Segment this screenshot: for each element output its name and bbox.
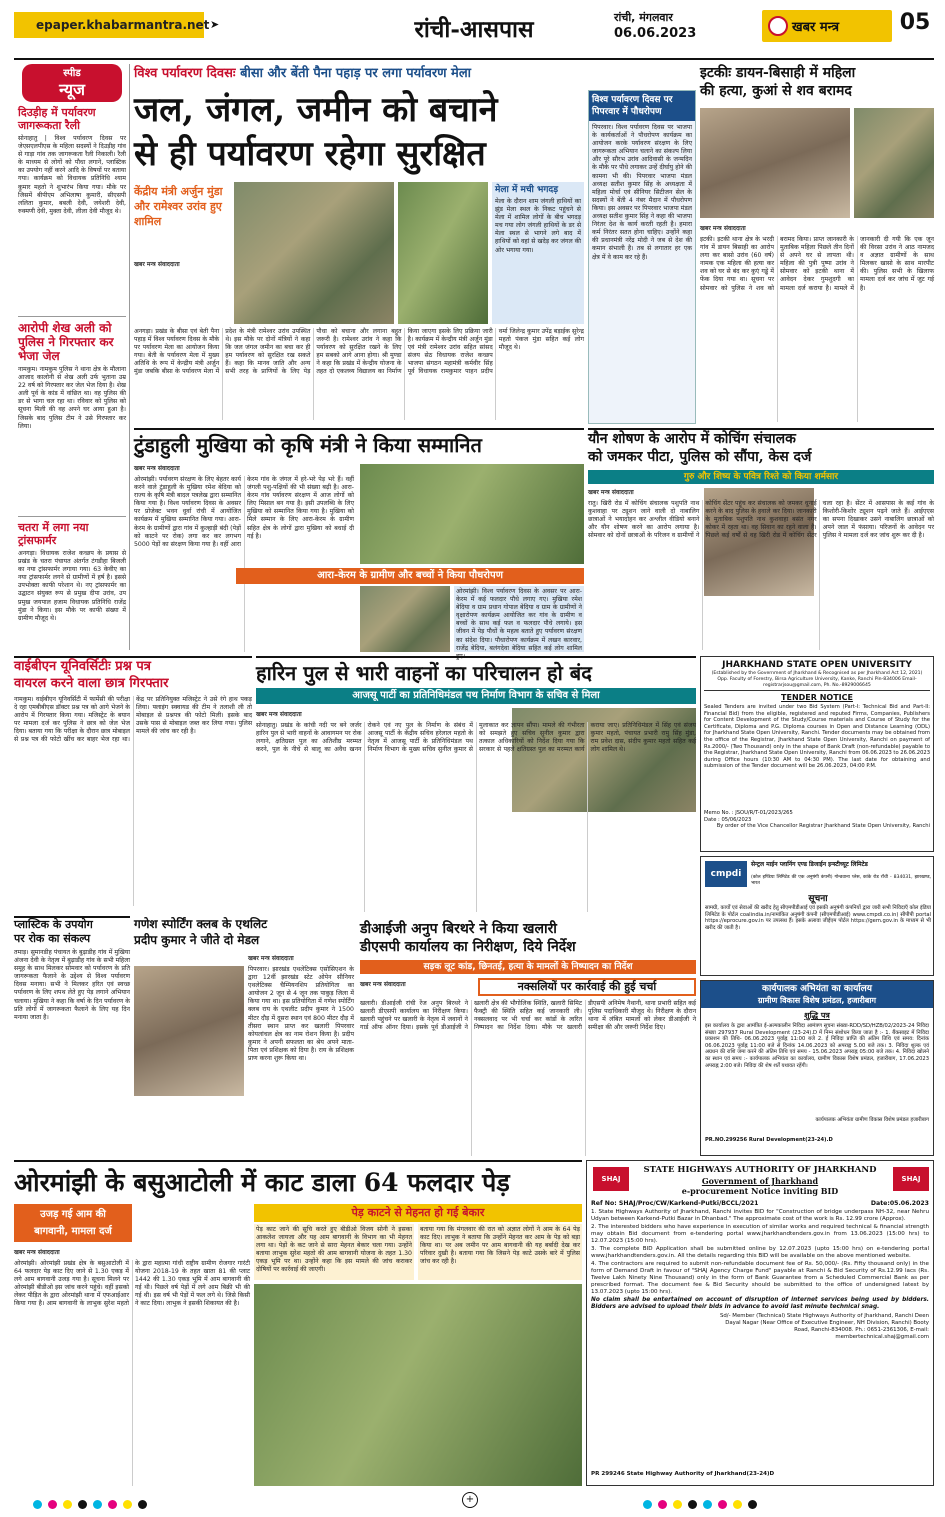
- jsou-text: Sealed Tenders are invited under two Bid System (Part-I: Technical Bid and Part-II: Financial Bid) from the eligible, registered and reputed Firms, Companies, Publishers for Content Development of the Study/Course materials and Course of Study for the Certificate, Diploma and P.G. Diploma courses in Open and Distance Learning (ODL) for Jharkhand State Open University, Ranchi. Tender documents may be obtained from the office of the Registrar, Jharkhand State Open University, Ranchi on payment of Rs.2000/- (Two Thousand) only in the shape of Bank Draft (non-refundable) payable to the Registrar, Jharkhand State Open University, Ranchi from 06.06.2023 to 26.06.2023 during Office hours (10:30 AM to 04:30 PM). The last date for obtaining and submission of the Tender document will be 26.06.2023, 04:00 P.M.: [704, 704, 930, 770]
- vbu-headline-2: वायरल करने वाला छात्र गिरफ्तार: [14, 676, 169, 691]
- speed-item-title: आरोपी शेख अली को पुलिस ने गिरफ्तार कर भेजा जेल: [18, 321, 114, 363]
- ormanjhi-text: ओरमांझी। ओरमांझी प्रखंड क्षेत्र के बसुआटोली में 64 फलदार पेड़ काट दिए जाने से 1.30 एकड़ में लगे आम बागवानी उजड़ गया है। सूचना मिलने पर ओरमांझी बीडीओ इस जांच करने पहुंचे। वहीं इसको लेकर पीड़ित के द्वारा ओरमांझी थाना में एफआईआर किया गया है। आम बागवानी के लाभुक सुरेश महतो के द्वारा महात्मा गांधी राष्ट्रीय ग्रामीण रोजगार गारंटी योजना 2018-19 के तहत खाता 81 की प्लाट 1442 की 1.30 एकड़ भूमि में आम बागवानी की गई थी। पिछले वर्ष पेड़ों में लगे आम बिक्री भी की गई थी। इस वर्ष भी पेड़ों में फल लगे थे। जिसे किसी ने काट दिया। लाभुक ने इसकी शिकायत की है।: [14, 1260, 250, 1308]
- mela-box: [492, 182, 584, 324]
- rural-sign: कार्यपालक अभियंता ग्रामीण विकास विशेष प्रमंडल हजारीबाग: [815, 1117, 929, 1123]
- vbu-text: नामकुम। वाईबीएन यूनिवर्सिटी में फार्मेसी की परीक्षा दे रहा एमबीबीएस डॉक्टर प्रश्न पत्र को आगे भेजने के आरोप में गिरफ्तार किया गया। मजिस्ट्रेट के बयान पर मामला दर्ज कर पुलिस ने छात्र को जेल भेज दिया। बताया गया कि परीक्षा के दौरान छात्र मोबाइल से प्रश्न पत्र की फोटो खींच कर बाहर भेज रहा था। केंद्र पर प्रतिनियुक्त मजिस्ट्रेट ने उसे रंगे हाथ पकड़ लिया। फ्लाइंग स्क्वायड की टीम ने तलाशी ली तो मोबाइल से प्रश्नपत्र की फोटो मिली। इसके बाद उसके पास से मोबाइल जब्त कर लिया गया। पुलिस मामले की जांच कर रही है।: [14, 696, 252, 744]
- jsou-title: TENDER NOTICE: [781, 693, 853, 702]
- coaching-headline-2: को जमकर पीटा, पुलिस को सौंपा, केस दर्ज: [588, 449, 812, 465]
- lead-kicker: [134, 64, 584, 84]
- piparwar-story: [588, 90, 696, 424]
- rural-notice: [700, 980, 934, 1156]
- kicker-text: बीसा और बेंती पैना पहाड़ पर लगा पर्यावरण मेला: [240, 66, 472, 81]
- shajh-gov: Government of Jharkhand: [701, 1176, 819, 1186]
- jsou-memo: Memo No. : JSOU/R/T-01/2023/265: [704, 810, 793, 816]
- rural-title-2: ग्रामीण विकास विशेष प्रमंडल, हजारीबाग: [701, 995, 933, 1008]
- shajh-pr: PR 299246 State Highway Authority of Jharkhand(23-24)D: [591, 1471, 775, 1477]
- harin-subhead: आजसू पार्टी का प्रतिनिधिमंडल पथ निर्माण विभाग के सचिव से मिला: [256, 688, 696, 704]
- ormanjhi-kicker: [14, 1204, 132, 1242]
- vbu-story: [14, 656, 252, 912]
- dig-subhead: सड़क लूट कांड, छिनतई, हत्या के मामलों के निष्पादन का निर्देश: [360, 960, 696, 974]
- piparwar-title: विश्व पर्यावरण दिवस पर पिपरवार में पौधरोपण: [589, 91, 695, 121]
- tundahuli-text: ओरमांझी। पर्यावरण संरक्षण के लिए बेहतर कार्य करने वाले टुंडाहुली के मुखिया रमेश बेदिया को राज्य के कृषि मंत्री बादल पत्रलेख द्वारा सम्मानित किया गया है। विश्व पर्यावरण दिवस के अवसर पर प्रोजेक्ट भवन धुर्वा रांची में आयोजित कार्यक्रम में मुखिया सम्मानित किया गया। आरा-केरम के ग्रामीणों द्वारा गांव में कुल्हाड़ी बंदी (पेड़ों को काटने पर रोक) लगा कर कर लगभग 5000 पेड़ों का संरक्षण किया गया है। वहीं आरा केरम गांव के जंगल में हरे-भरे पेड़ भरे हैं। वहीं जंगली पशु-पक्षियों की भी संख्या बढ़ी है। आरा-केरम गांव पर्यावरण संरक्षण में आज लोगों को लिए मिसाल बन गया है। इसी उपलब्धि के लिए मुखिया को सम्मानित किया गया है। मुखिया को मिले सम्मान के लिए आरा-केरम के ग्रामीण सहित क्षेत्र के लोगों द्वारा मुखिया को बधाई दी गई है।: [134, 476, 354, 548]
- lead-body: अनगड़ा। प्रखंड के बीसा एवं बेती पैना पहाड़ में विश्व पर्यावरण दिवस के मौके पर पर्यावरण मेला का आयोजन किया गया। बेती के पर्यावरण मेला में मुख्य अतिथि के रूप में केन्द्रीय मंत्री अर्जुन मुंडा जबकि बीसा के पर्यावरण मेला में प्रदेश के मंत्री रामेश्वर उरांव उपस्थित थे। इस मौके पर दोनों मंत्रियों ने कहा कि जल जंगल जमीन का बचा कर ही हम पर्यावरण को सुरक्षित रख सकते हैं। कहा कि मानव जाति और अन्य सभी तरह के प्राणियों के लिए पेड़ पौधा को बचाना और लगाना बहुत जरूरी है। रामेश्वर उरांव ने कहा कि पर्यावरण को सुरक्षित रखने के लिए हम सबको आगे आना होगा। श्री मुण्डा ने कहा कि प्रखंड में केन्द्रीय योजना के तहत दो एकलव्य विद्यालय का निर्माण किया जाएगा इसके लिए प्रक्रिया जारी है। कार्यक्रम में केन्द्रीय मंत्री अर्जुन मुंडा एवं मंत्री रामेश्वर उरांव सहित सांसद संजय सेठ विधायक राजेश कच्छप भाजपा संगठन महामंत्री कर्मवीर सिंह पूर्व विधायक रामकुमार पाहन प्रदीप वर्मा जिलेन्द्र कुमार उपेंद्र बड़ाईक सुरेन्द्र महतो पंकज मुंडा सहित कई लोग मौजूद थे।: [134, 328, 584, 376]
- itki-text: इटकी। इटकी थाना क्षेत्र के भरदी गांव में डायन बिसाही का आरोप लगा कर बासो उरांव (60 वर्ष) नामक एक महिला की हत्या कर शव को घर से बंद कर कुएं गड्ढे में फेंक दिया गया था। सूचना पर सोमवार को पुलिस ने शव को बरामद किया। प्राप्त जानकारी के मुताबिक महिला पिछले तीन दिनों से अपने घर से लापता थी। महिला की पुत्री पुष्पा उरांव ने सोमवार को इटकी थाना में आवेदन देकर गुमशुदगी का मामला दर्ज कराया है। मामले में जानकारी दी गयी कि एक जून की विरसा उरांव ने आठ नामजद व अज्ञात ग्रामीणों के साथ मिलकर खासो के साथ मारपीट की। पुलिस सभी के खिलाफ मामला दर्ज कर जांच में जुट गई है।: [700, 236, 934, 292]
- ormanjhi-subhead: पेड़ काटने से मेहनत हो गई बेकार: [254, 1204, 582, 1222]
- speed-item-3: [18, 516, 126, 650]
- ormanjhi-story: [14, 1160, 582, 1486]
- jsou-sign: By order of the Vice Chancellor Registrar Jharkhand State Open University, Ranchi: [716, 823, 930, 830]
- speed-item-2: [18, 316, 126, 512]
- lead-byline: खबर मन्त्र संवाददाता: [134, 261, 180, 268]
- cursor-icon: ➤: [210, 18, 220, 31]
- cmpdi-text: सामग्री, कार्यों एवं सेवाओं की खरीद हेतु सीएमपीडीआई एवं इसकी अनुषंगी कंपनियों द्वारा जारी सभी निविदाएँ कोल इंडिया लिमिटेड के पोर्टल coalindia.in/नामांकित अनुषंगी कंपनी (सीएमपीडीआई) www.cmpdi.co.in) सीपीपी portal https://eprocure.gov.in पर उपलब्ध हैं। इसके अलावा जीईएम पोर्टल https://gem.gov.in के माध्यम से भी खरीद की जाती है।: [705, 905, 931, 931]
- mela-text: मेला के दौरान शाम जंगली हाथियों का झुंड मेला स्थल के निकट पहुंचने से मेला में शामिल लोगों के बीच भगदड़ मच गया लोग जंगली हाथियों के डर से मेला स्थल से भागने लगे बाद में हाथियों को वहां से खदेड़ कर जंगल की ओर भगाया गया।: [495, 198, 581, 254]
- tundahuli-subhead: आरा-केरम के ग्रामीण और बच्चों ने किया पौधरोपण: [236, 568, 584, 584]
- ormanjhi-caption: पेड़ काट जाने की सूचि करते हुए बीडीओ विजय सोनी ने इसका आकलेश जायजा और यह आम बागवानी के विभाग का भी मेहनत लगा था। पेड़ों के कट जाने से सारा मेहनत बेकार चला गया। उन्होंने बताया लाभुक सुरेश महतो की आम बागवानी योजना के तहत 1.30 एकड़ भूमि पर था। उन्होंने कहा कि इस मामले की जांच कराकर दोषियों पर कार्रवाई की जाएगी।: [254, 1224, 414, 1280]
- coaching-subhead: गुरु और शिष्य के पवित्र रिश्ते को किया शर्मसार: [588, 470, 934, 484]
- itki-byline: खबर मन्त्र संवाददाता: [700, 225, 746, 232]
- registration-dots-right: [640, 1494, 920, 1508]
- ganesh-story: [134, 916, 354, 1156]
- mela-title: मेला में मची भगदड़: [495, 185, 559, 195]
- shajh-item-5: No claim shall be entertained on account of disruption of internet services being used by bidders. Bidders are advised to upload their bids in advance to avoid last minute technical snag.: [591, 1297, 929, 1311]
- shajh-item-2: 2. The interested bidders who have experience in execution of similar works and required technical & financial strength may obtain Bid document from e-tendering portal www.jharkhandtenders.gov.in from 13.06.2023 (15:00 hrs) to 12.07.2023 (15:00 hrs).: [591, 1224, 929, 1244]
- tundahuli-photo: [360, 464, 584, 564]
- shajh-item-1: 1. State Highways Authority of Jharkhand, Ranchi invites BID for "Construction of bridge underpass NH-32, near Nehru Udyan between Karkend-Putki Bazar in Dhanbad." The approximate cost of the work is Rs. 12.99 crore (Approx).: [591, 1209, 929, 1222]
- coaching-story: [588, 428, 934, 650]
- itki-photo-crowd: [700, 108, 850, 218]
- shajh-ref: Ref No: SHAJ/Proc/CW/Karkend-Putki/BCCL/2021: [591, 1200, 759, 1207]
- plastic-headline-1: प्लास्टिक के उपयोग: [14, 918, 93, 931]
- shajh-logo-left: SHAJ: [593, 1167, 629, 1191]
- tundahuli-headline: टुंडाहुली मुखिया को कृषि मंत्री ने किया सम्मानित: [134, 433, 482, 457]
- ganesh-byline: खबर मन्त्र संवाददाता: [248, 955, 294, 962]
- tundahuli-byline: खबर मन्त्र संवाददाता: [134, 465, 180, 472]
- brand-logo: [762, 10, 892, 42]
- speed-news-badge: [22, 64, 122, 102]
- plastic-story: [14, 916, 130, 1134]
- dig-story: [360, 920, 696, 1156]
- speed-item-1: [18, 106, 126, 312]
- dig-headline-2: डीएसपी कार्यालय का निरीक्षण, दिये निर्देश: [360, 939, 576, 955]
- shajh-tender: [586, 1160, 934, 1486]
- masthead: [14, 6, 934, 60]
- tundahuli-story: [134, 428, 584, 660]
- lead-story: [134, 64, 584, 424]
- jsou-tender: [700, 656, 934, 852]
- dig-text: खलारी। डीआईजी रांची रेंज अनुप बिरथरे ने खलारी डीएसपी कार्यालय का निरीक्षण किया। खलारी पहुंचने पर खलारी के नेतृत्व में जवानों ने गार्ड ऑफ ऑनर दिया। इसके पूर्व डीआईजी ने खलारी क्षेत्र की भौगोलिक स्थिति, खलारी सिमिट फैक्ट्री की स्थिति सहित कई जानकारी ली। नक्सलवाद पर भी चर्चा कर कांडों के त्वरित निष्पादन का निर्देश दिया। मौके पर खलारी डीएसपी अनिमेष नैथानी, थाना प्रभारी सहित कई पुलिस पदाधिकारी मौजूद थे। निरीक्षण के दौरान थाना में लंबित मामलों को लेकर डीआईजी ने समीक्षा की और जरूरी निर्देश दिए।: [360, 1000, 696, 1032]
- badge-bottom: न्यूज: [59, 80, 85, 99]
- coaching-headline-1: यौन शोषण के आरोप में कोचिंग संचालक: [588, 431, 796, 447]
- cmpdi-logo: cmpdi: [705, 861, 747, 887]
- kicker-line-1: उजड़ गई आम की: [40, 1209, 106, 1220]
- section-title: रांची-आसपास: [414, 16, 534, 43]
- ormanjhi-headline: ओरमांझी के बसुआटोली में काट डाला 64 फलदार पेड़: [14, 1168, 510, 1197]
- shajh-sign: Sd/- Member (Technical) State Highways Authority of Jharkhand, Ranchi Deen Dayal Nagar (Near Office of Executive Engineer, NH Division, Ranchi) Booty Road, Ranchi-834008. Ph.: 0651-2361306, E-mail: membertechnical.shaj@gmail.com: [719, 1313, 929, 1340]
- dig-byline: खबर मन्त्र संवाददाता: [360, 981, 406, 988]
- cmpdi-title: सूचना: [808, 894, 828, 904]
- rural-title-1: कार्यपालक अभियंता का कार्यालय: [701, 981, 933, 995]
- speed-item-title: चतरा में लगा नया ट्रांसफार्मर: [18, 521, 89, 547]
- speed-item-title: दिउड़ीह में पर्यावरण जागरूकता रैली: [18, 106, 96, 132]
- itki-headline-1: इटकीः डायन-बिसाही में महिला: [700, 65, 856, 81]
- harin-byline: खबर मन्त्र संवाददाता: [256, 711, 302, 718]
- jsou-org: JHARKHAND STATE OPEN UNIVERSITY: [722, 660, 912, 670]
- kicker-line-2: बागवानी, मामला दर्ज: [34, 1226, 112, 1237]
- cmpdi-org: सेन्ट्रल माईन प्लानिंग एण्ड डिजाईन इन्स्टीच्यूट लिमिटेड: [751, 861, 868, 868]
- lead-photo-2: [398, 182, 488, 324]
- itki-photo-victim: [854, 108, 934, 218]
- shajh-logo-right: SHAJ: [893, 1167, 929, 1191]
- itki-headline-2: की हत्या, कुआं से शव बरामद: [700, 83, 852, 99]
- jsou-memo-date: Date : 05/06/2023: [704, 816, 752, 823]
- issue-date: 06.06.2023: [614, 26, 697, 41]
- vbu-headline-1: वाईबीएन यूनिवर्सिटीः प्रश्न पत्र: [14, 659, 151, 674]
- harin-text: सोनाहातु। प्रखंड के कांची नदी पर बने जर्जर हारिन पुल से भारी वाहनों के आवागमन पर रोक लगाने, क्षतिग्रस्त पुल का अतिशीघ्र मरम्मत करने, पुल के नीचे से बालू का अवैध खनन रोकने एवं नए पुल के निर्माण के संबंध में आजसू पार्टी के केंद्रीय सचिव हरेलाल महतो के नेतृत्व में आजसू पार्टी के प्रतिनिधिमंडल पथ निर्माण विभाग के मुख्य सचिव सुनील कुमार से मुलाकात कर ज्ञापन सौंपा। मामले की गंभीरता को समझते हुए सचिव सुनील कुमार द्वारा तत्काल अधिकारियों को निर्देश दिया गया कि सरकार से पहले क्षतिग्रस्त पुल का मरम्मत कार्य कराया जाए। प्रतिनिधिमंडल में सिंह एवं संजय कुमार महतो, पंचायत प्रभारी रामु सिंह मुंडा, राम प्रवेश दास, संदीप कुमार महतो सहित कई लोग शामिल थे।: [256, 722, 696, 754]
- registration-dots-left: [30, 1494, 310, 1508]
- ormanjhi-byline: खबर मन्त्र संवाददाता: [14, 1249, 60, 1256]
- rural-pr: PR.NO.299256 Rural Development(23-24).D: [705, 1137, 833, 1143]
- tundahuli-sub-text: ओरमांझी। विश्व पर्यावरण दिवस के अवसर पर आरा-केरम में कई फलदार पौधे लगाए गए। मुखिया रमेश बेदिया व ग्राम प्रधान गोपाल बेदिया व ग्राम के ग्रामीणों ने वृक्षारोपण कार्यक्रम आयोजित कर गांव के ग्रामीण व बच्चों के साथ कई फल व फलदार पौधे लगाये। इस जीवन में पेड़ पौधों के महत्व बताते हुए पर्यावरण संरक्षण का संदेश दिया। पौधारोपण कार्यक्रम में लखन कारवार, राजेंद्र बेदिया, बलंगदेवा बेदिया सहित कई लोग शामिल हुए।: [456, 588, 582, 660]
- site-url[interactable]: epaper.khabarmantra.net: [14, 12, 204, 38]
- ormanjhi-photo: [254, 1284, 582, 1486]
- lead-photo-1: [234, 182, 394, 324]
- lead-quote: केंद्रीय मंत्री अर्जुन मुंडा और रामेश्वर उरांव हुए शामिल: [134, 185, 223, 228]
- badge-top: स्पीड: [63, 68, 81, 79]
- rural-shuddhi: शुद्धि पत्र: [804, 1011, 830, 1020]
- plastic-text: तमाड़। सुमानडीह पंचायत के बुढ़ाडीह गांव में मुखिया अंजना देवी के नेतृत्व में बुढ़ाडीह गांव के सभी महिला समूह के साथ मिलकर सोमवार को पर्यावरण के प्रति जागरूकता फैलाने के उद्देश्य से विश्व पर्यावरण दिवस मनाया। सभी ने मिलकर हरित एवं स्वच्छ पर्यावरण के लिए शपथ लेते हुए पेड़ लगाने अभियान चलाया। मुखिया ने कहा कि वर्षा के दिन पर्यावरण के प्रति लोगों में जागरूकता फैलाने के लिए यह दिन मनाया जाता है।: [14, 949, 130, 1021]
- rural-text: इस कार्यालय के द्वारा आमंत्रित ई-अल्पकालीन निविदा आमंत्रण सूचना संख्या-RDD/SD/HZB/02/2023-24 निविदा संख्या 297937 Rural Development (23-24).D में निम्न संशोधन किया जाता है :- 1. बैंकसाइट में निविदा प्रकाशन की तिथि- 06.06.2023 पूर्वाह्न 11:00 बजे 2. ई निविदा प्राप्ति की अंतिम तिथि एवं समय: दिनांक 06.06.2023 पूर्वाह्न 11:00 बजे से दिनांक 14.06.2023 को अपराह्न 5.00 बजे तक। 3. निविदा शुल्क एवं अग्रधन की राशि जमा करने की अंतिम तिथि एवं समय - 15.06.2023 अपराह्न 05:00 बजे तक। 4. निविदा खोलने का स्थान एवं समय :- कार्यपालक अभियंता का कार्यालय, ग्रामीण विकास विशेष प्रमंडल, हजारीबाग, 17.06.2023 अपराह्न 2:00 बजे। निविदा की शेष शर्तें यथावत रहेंगी।: [705, 1023, 929, 1069]
- shajh-title: e-procurement Notice inviting BID: [681, 1186, 839, 1196]
- shajh-item-3: 3. The complete BID Application shall be submitted online by 12.07.2023 (upto 15:00 hrs) on e-tendering portal www.jharkhandtenders.gov.in. All the details regarding this BID will be available on the above mentioned website.: [591, 1246, 929, 1259]
- brand-icon: [768, 16, 788, 36]
- brand-name: खबर मन्त्र: [792, 20, 840, 35]
- coaching-text: रातु। खिरी रोड में कोचिंग संचालक पशुपति नाथ कुशवाहा पर ट्यूशन जाने वाली दो नाबालिग छात्राओं ने भयादोहन कर अश्लील वीडियो बनाने और यौन शोषण करने का आरोप लगाया है। सोमवार को दोनों छात्राओं के परिजन व ग्रामीणों ने कोचिंग सेंटर पहुंच कर संचालक को जमकर धुनाई करने के बाद पुलिस के हवाले कर दिया। जानकारी के मुताबिक पशुपति नाथ कुशवाहा बसंत नगर कोकर में रहता था। वह सिवान का रहने वाला है। पिछले कई वर्षों से वह खिरी रोड में कोचिंग सेंटर चला रहा है। सेंटर में आसपास के कई गांव के किशोरी-किशोर ट्यूशन पढ़ने जाते हैं। आईएएस का सपना दिखाकर उसने नाबालिग छात्राओं को अपने जाल में फंसाया। परिजनों के आवेदन पर पुलिस ने मामला दर्ज कर जांच शुरू कर दी है।: [588, 500, 934, 540]
- plastic-headline-2: पर रोक का संकल्प: [14, 932, 91, 945]
- lead-headline-2: से ही पर्यावरण रहेगा सुरक्षित: [134, 134, 486, 174]
- lead-headline-1: जल, जंगल, जमीन को बचाने: [134, 90, 498, 130]
- city-day: रांची, मंगलवार: [614, 11, 673, 24]
- coaching-byline: खबर मन्त्र संवाददाता: [588, 489, 634, 496]
- speed-item-text: सोनाहातु | विश्व पर्यावरण दिवस पर जेएसएलपीएस के महिला सदस्यों ने दिउड़ीह गांव से गाड़ा गांव तक जागरूकता रैली निकाली। रैली के माध्यम से लोगों को पौधा लगाने, प्लास्टिक का उपयोग नहीं करने आदि के विषयों पर बताया गया। कार्यक्रम को विधायक प्रतिनिधि श्याम कुमार महतो ने शुभारंभ किया गया। मौके पर जिसमें बीपीएम अभिलाषा कुमारी, सीएसपी ललिता कुमार, बबली देवी, जयेशरी देवी, रुक्मणी देवी, मुक्ता देवी, लीला देवी मौजूद थे।: [18, 135, 126, 215]
- shajh-item-4: 4. The contractors are required to submit non-refundable document fee of Rs. 50,000/- (Rs. Fifty thousand only) in the form of Demand Draft in favour of "SHAJ Agency Charge Fund" payable at Ranchi & Bid Security of Rs.12.99 lacs (Rs. Twelve Lakh Ninety Nine Thousand) only in the form of Bank Guarantee from a Scheduled Commercial Bank as per prescribed format. The document fee & Bid Security should be submitted to the office of undersigned latest by 13.07.2023 (upto 15:00 hrs).: [591, 1261, 929, 1295]
- kicker-label: विश्व पर्यावरण दिवसः: [134, 66, 236, 81]
- dig-headline-1: डीआईजी अनुप बिरथरे ने किया खलारी: [360, 921, 557, 937]
- shajh-date: Date:05.06.2023: [870, 1200, 929, 1207]
- ganesh-headline-2: प्रदीप कुमार ने जीते दो मेडल: [134, 933, 260, 947]
- registration-mark-icon: +: [462, 1492, 478, 1508]
- ganesh-headline-1: गणेश स्पोर्टिंग क्लब के एथलिट: [134, 917, 268, 931]
- piparwar-text: पिपरवार। विश्व पर्यावरण दिवस पर भाजपा के कार्यकर्ताओं ने पौधरोपण कार्यक्रम का आयोजन करके पर्यावरण संरक्षण के लिए जागरूकता अभियान चलाने का संकल्प लिया और पूरे सौरभ उरांव आदिवासी के जन्मदिन के मौके पर पौधे लगाकर उन्हें दीर्घायु होने की कामना भी की। पिपरवार भाजपा मंडल अध्यक्ष सतीश कुमार सिंह के अध्यक्षता में महिला मोर्चा एवं सीनियर सिटीजन सेल के सदस्यों ने बेंती 4 नंबर मैदान में पौधरोपण किया। इस अवसर पर पिपरवार भाजपा मंडल अध्यक्ष सतीश कुमार सिंह ने कहा की भाजपा निरंतर देश के कार्य करती रहती है। हमारा कर्म निरंतर सतत होना चाहिए। उन्होंने कहा की प्रधानमंत्री नरेंद्र मोदी ने जब से देश की कमान संभाली है। तब से लगातार हर एक क्षेत्र में वे काम कर रहे हैं।: [592, 124, 692, 261]
- harin-headline: हारिन पुल से भारी वाहनों का परिचालन हो बंद: [256, 661, 592, 685]
- ganesh-text: पिपरवार। झारखंड एथलेटिक्स एसोसिएशन के द्वारा 12वीं झारखंड स्टेट ओपेन सीनियर एथलेटिक्स चैम्पियनशिप प्रतियोगिता का आयोजन 2 जून से 4 जून तक पाकुड़ जिला में किया गया था। इस प्रतियोगिता में गणेश स्पोर्टिंग क्लब राय के एथलीट प्रदीप कुमार ने 1500 मीटर दौड़ में दूसरा स्थान एवं 800 मीटर दौड़ में तीसरा स्थान प्राप्त कर खलारी पिपरवार कोयलांचल क्षेत्र का नाम रोशन किया है। प्रदीप कुमार ने अपनी सफलता का श्रेय अपने माता-पिता एवं प्रशिक्षक को दिया है। राय के प्रशिक्षक प्राण करना शुरू किया था।: [248, 966, 354, 1063]
- cmpdi-notice: [700, 856, 934, 976]
- jsou-org-sub: (Established by the Government of Jharkhand & Recognised as per Jharkhand Act 12, 2021): [711, 671, 923, 676]
- ganesh-photo: [134, 966, 244, 1096]
- speed-item-text: अनगड़ा। विधायक राजेश कच्छप के प्रयास से प्रखंड के चतरा पंचायत अंतर्गत टंगडीहा बिजली का नया ट्रांसफार्मर लगाया गया। 63 केवीए का नया ट्रांसफार्मर लगने से ग्रामीणों में हर्ष है। इससे उपभोक्ता काफी परेशान थे। नए ट्रांसफार्मर का उद्घाटन संयुक्त रूप से प्रमुख दीपा उरांव, उप प्रमुख जयपाल हजाम विधायक प्रतिनिधि राजेंद्र मुंडा ने किया। इस मौके पर काफी संख्या में ग्रामीण मौजूद थे।: [18, 550, 126, 622]
- ormanjhi-caption-right: बताया गया कि मंगलवार की रात को अज्ञात लोगों ने आम के 64 पेड़ काट दिए। लाभुक ने बताया कि उन्होंने मेहनत कर आम के पेड़ को बड़ा किया था। पर अब जमीन पर आम बागवानी की यह बर्बादी देख कर परिवार दुखी है। बताया गया कि जिसने पेड़ काटे उसके बारे में पुलिस जांच कर रही है।: [418, 1224, 582, 1280]
- dig-naxal: नक्सलियों पर कार्रवाई की हुई चर्चा: [478, 978, 696, 996]
- speed-news: [14, 64, 130, 650]
- jsou-addr: Opp. Faculty of Forestry, Birsa Agriculture University, Kanke, Ranchi Pin-834006 Email- registrarjsou@gmail.com, Ph. No.-8929006645: [704, 677, 930, 691]
- page-number: 05: [899, 10, 931, 35]
- harin-story: [256, 656, 696, 916]
- itki-story: [700, 64, 934, 424]
- speed-item-text: नामकुम। नामकुम पुलिस ने थाना क्षेत्र के मौलाना आजाद कालोनी से शेख अली उर्फ भुताना उम्र 22 वर्ष को गिरफ्तार कर जेल भेज दिया है। शेख अली पूर्व के कांड में वांछित था। वह पुलिस की डर से भागा चल रहा था। रविवार को पुलिस को सूचना मिली की वह अपने घर आया हुआ है। जिसके बाद पुलिस टीम ने उसे गिरफ्तार कर लिया।: [18, 366, 126, 430]
- shajh-org: STATE HIGHWAYS AUTHORITY OF JHARKHAND: [643, 1165, 877, 1175]
- tundahuli-photo-2: [360, 586, 450, 652]
- cmpdi-org-sub: (कोल इण्डिया लिमिटेड की एक अनुषंगी कंपनी) गोन्डवाना प्लेस, कांके रोड राँची - 834031, झारखण्ड, भारत: [751, 875, 931, 886]
